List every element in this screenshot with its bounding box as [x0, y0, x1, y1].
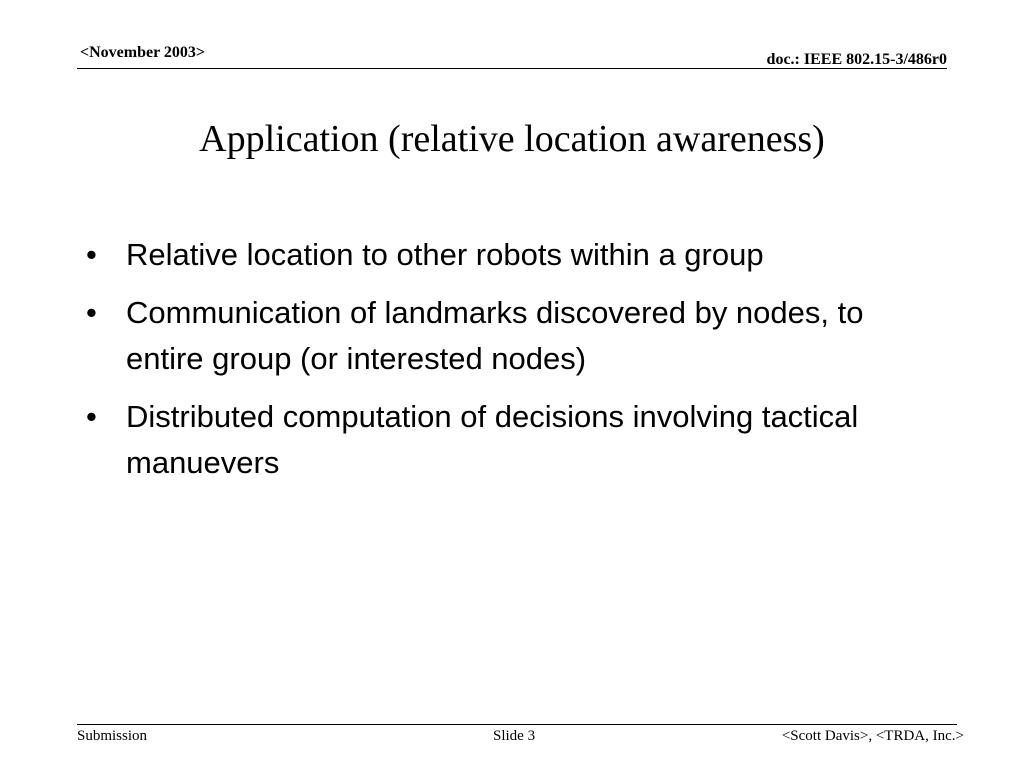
bullet-marker: •	[86, 237, 97, 272]
bullet-text: Relative location to other robots within a group	[126, 237, 764, 272]
footer-divider	[77, 724, 957, 725]
header-divider	[77, 68, 947, 69]
bullet-list	[86, 232, 946, 498]
bullet-text: Communication of landmarks discovered by nodes, to entire group (or interested nodes)	[126, 295, 864, 376]
footer-author: <Scott Davis>, <TRDA, Inc.>	[781, 728, 964, 744]
header-doc-id: doc.: IEEE 802.15-3/486r0	[766, 51, 947, 68]
bullet-marker: •	[86, 399, 97, 434]
bullet-text: Distributed computation of decisions involving tactical manuevers	[126, 399, 859, 480]
header-date: <November 2003>	[80, 44, 206, 61]
bullet-item	[86, 290, 946, 382]
bullet-item	[86, 232, 946, 278]
bullet-item	[86, 394, 946, 486]
bullet-marker: •	[86, 295, 97, 330]
footer-slide-number: Slide 3	[493, 728, 536, 744]
footer-submission: Submission	[77, 728, 148, 744]
slide-title: Application (relative location awareness)	[199, 118, 825, 160]
